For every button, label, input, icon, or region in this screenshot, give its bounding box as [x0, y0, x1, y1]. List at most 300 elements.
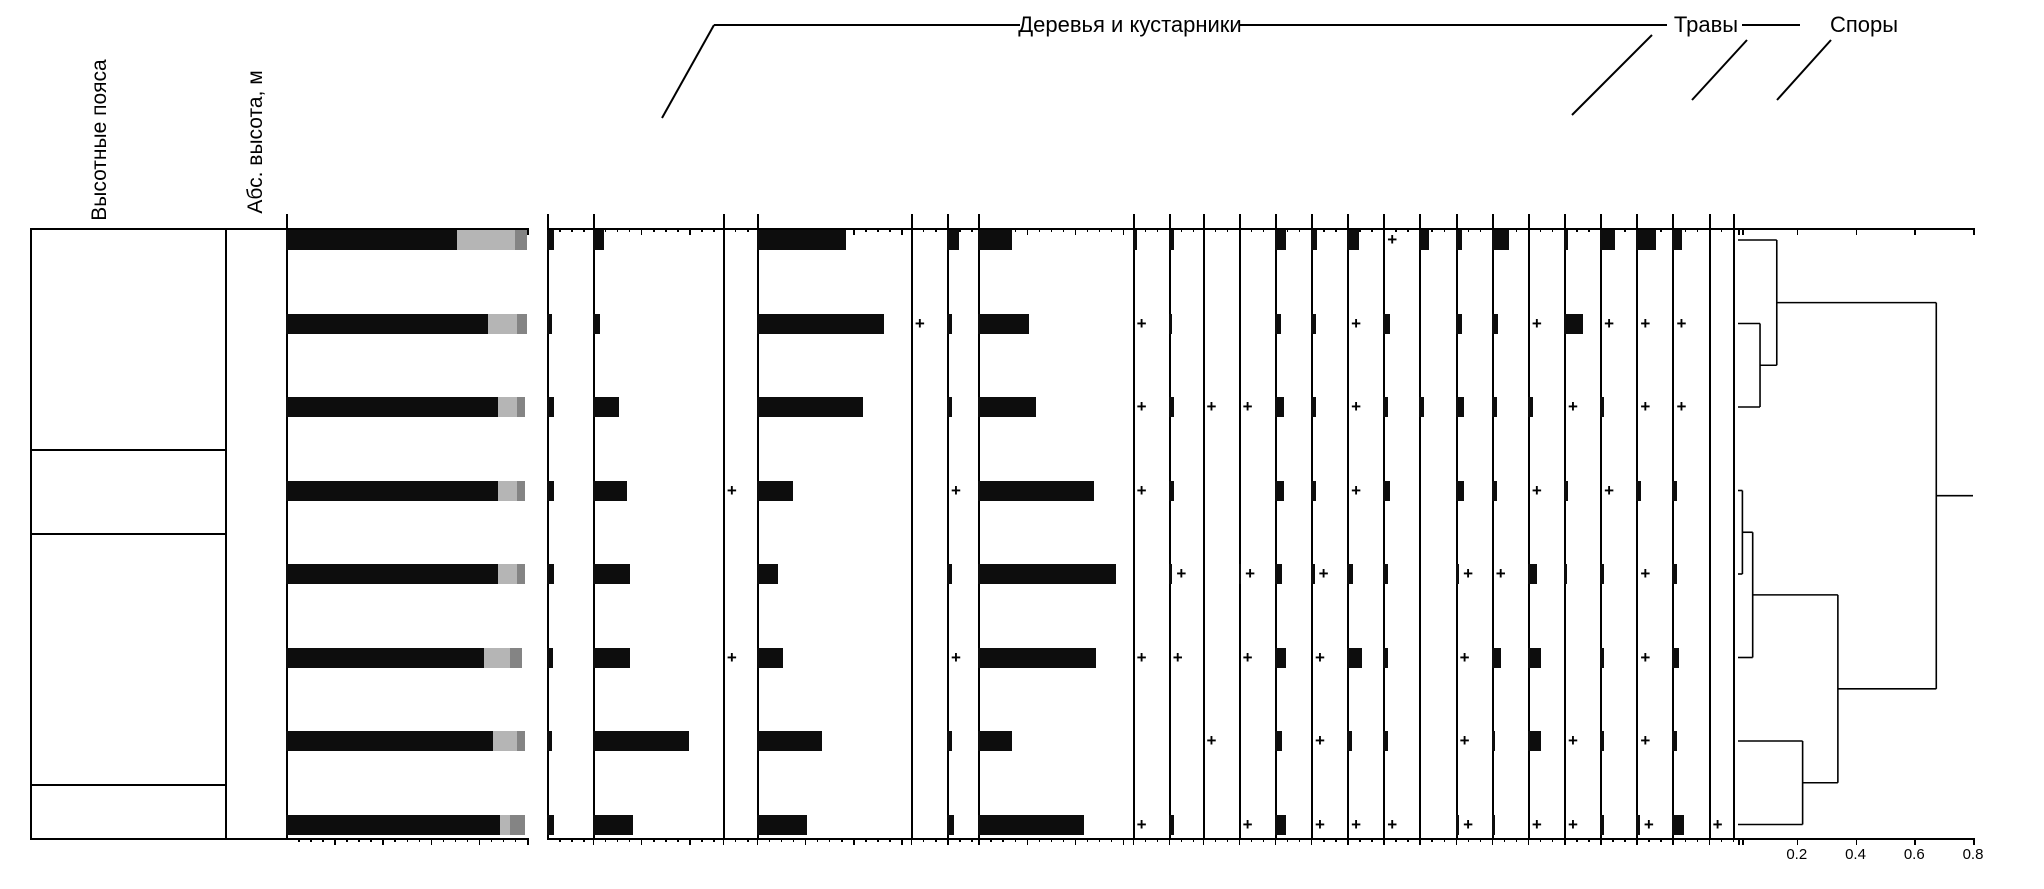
- taxon-bar: [978, 230, 1012, 250]
- taxon-bar: [1275, 230, 1286, 250]
- taxon-21-tick: [1648, 838, 1650, 842]
- taxon-6-tick: [1051, 838, 1053, 842]
- taxon-bar: [947, 564, 952, 584]
- taxon-10-top-ruler: [1239, 228, 1275, 230]
- taxon-15-axis: [1419, 214, 1421, 838]
- taxon-bar: [593, 815, 633, 835]
- summary-panel-tick: [503, 838, 505, 842]
- zone-label: [30, 533, 225, 784]
- taxon-bar: [593, 564, 630, 584]
- taxon-5-tick: [971, 228, 973, 232]
- rare-plus-mark: +: [1640, 564, 1651, 583]
- taxon-bar: [547, 731, 552, 751]
- summary-panel-tick: [298, 838, 300, 842]
- taxon-bar: [1600, 564, 1604, 584]
- rare-plus-mark: +: [1676, 313, 1687, 333]
- taxon-3-tick: [877, 838, 879, 842]
- taxon-bar: [757, 815, 808, 835]
- summary-panel-tick: [382, 838, 384, 845]
- taxon-bar: [1600, 230, 1614, 250]
- taxon-4-tick: [935, 838, 937, 842]
- taxon-14-tick: [1407, 228, 1409, 232]
- taxon-2-bottom-ruler: [723, 838, 757, 840]
- rare-plus-mark: +: [1387, 814, 1398, 834]
- taxon-bar: [1672, 731, 1677, 751]
- taxon-7-top-ruler: [1133, 228, 1169, 230]
- taxon-bar: [947, 230, 959, 250]
- summary-panel-tick: [394, 838, 396, 842]
- taxon-bar: [1347, 230, 1359, 250]
- taxon-14-tick: [1395, 838, 1397, 842]
- taxon-bar: [1492, 230, 1509, 250]
- rare-plus-mark: +: [1495, 564, 1506, 583]
- trees-group-header: Деревья и кустарники: [1018, 12, 1242, 37]
- taxon-bar: [593, 397, 620, 417]
- rare-plus-mark: +: [1136, 397, 1147, 416]
- taxon-bar: [1347, 731, 1352, 751]
- taxon-6-tick: [1111, 838, 1113, 842]
- taxon-bar: [1672, 481, 1676, 501]
- summary-panel-tick: [479, 838, 481, 845]
- rare-plus-mark: +: [726, 647, 737, 667]
- taxon-23-tick: [1721, 838, 1723, 842]
- rare-plus-mark: +: [1172, 647, 1183, 667]
- taxon-bar: [947, 731, 952, 751]
- summary-bar-segment-0: [286, 397, 498, 417]
- taxon-19-top-ruler: [1564, 228, 1600, 230]
- herbs-group-header: Травы: [1673, 12, 1739, 37]
- taxon-1-tick: [689, 838, 691, 845]
- taxon-6-tick: [1087, 228, 1089, 232]
- taxon-bar: [1383, 397, 1388, 417]
- taxon-bar: [1275, 731, 1282, 751]
- summary-panel-tick: [358, 838, 360, 842]
- taxon-1-tick: [641, 838, 643, 845]
- taxon-3-tick: [769, 838, 771, 842]
- summary-bar-segment-1: [488, 314, 517, 334]
- taxon-9-tick: [1215, 228, 1217, 232]
- taxon-3-tick: [781, 838, 783, 842]
- taxon-0-tick: [559, 838, 561, 842]
- rare-plus-mark: +: [914, 313, 925, 333]
- taxon-bar: [593, 648, 630, 668]
- taxon-6-tick: [1015, 228, 1017, 232]
- rare-plus-mark: +: [1206, 731, 1217, 750]
- taxon-bar: [593, 230, 604, 250]
- taxon-6-tick: [1099, 228, 1101, 232]
- summary-bar-segment-0: [286, 314, 488, 334]
- taxon-5-tick: [959, 838, 961, 842]
- taxon-0-tick: [583, 838, 585, 842]
- rare-plus-mark: +: [1136, 480, 1147, 500]
- taxon-12-axis: [1311, 214, 1313, 838]
- taxon-11-tick: [1299, 228, 1301, 232]
- taxon-0-tick: [571, 838, 573, 842]
- taxon-23-tick: [1733, 838, 1735, 842]
- spores-group-header: Споры: [1829, 12, 1899, 37]
- taxon-6-tick: [1075, 228, 1077, 235]
- taxon-21-tick: [1660, 228, 1662, 232]
- taxon-6-tick: [1075, 838, 1077, 845]
- taxon-bar: [1492, 648, 1502, 668]
- taxon-2-axis: [723, 214, 725, 838]
- taxon-bar: [1419, 397, 1424, 417]
- rare-plus-mark: +: [1568, 814, 1578, 834]
- summary-bar-segment-0: [286, 648, 484, 668]
- taxon-13-tick: [1359, 838, 1361, 842]
- taxon-15-tick: [1444, 228, 1446, 232]
- taxon-8-axis: [1169, 214, 1171, 838]
- taxon-bar: [1311, 230, 1317, 250]
- taxon-bar: [757, 481, 793, 501]
- summary-bar-segment-0: [286, 230, 457, 250]
- summary-panel-tick: [467, 838, 469, 842]
- summary-bar-segment-2: [517, 481, 524, 501]
- taxon-23-axis: [1709, 214, 1711, 838]
- taxon-10-tick: [1251, 228, 1253, 232]
- rare-plus-mark: +: [1640, 731, 1651, 750]
- rare-plus-mark: +: [1463, 814, 1474, 834]
- summary-bar-segment-2: [517, 564, 524, 584]
- taxon-22-tick: [1697, 228, 1699, 232]
- summary-panel-tick: [515, 838, 517, 842]
- taxon-bar: [1600, 731, 1604, 751]
- taxon-bar: [1528, 731, 1541, 751]
- taxon-6-tick: [1063, 228, 1065, 232]
- taxon-8-tick: [1181, 838, 1183, 842]
- taxon-5-bottom-ruler: [947, 838, 978, 840]
- taxon-1-tick: [689, 228, 691, 235]
- taxon-0-tick: [583, 228, 585, 232]
- rare-plus-mark: +: [951, 647, 961, 667]
- summary-bar-segment-1: [500, 815, 510, 835]
- summary-panel-end-tick: [527, 838, 529, 845]
- taxon-bar: [1564, 564, 1567, 584]
- coniss-axis-number: 0.8: [1962, 846, 1984, 863]
- rare-plus-mark: +: [1314, 731, 1325, 750]
- taxon-bar: [978, 397, 1036, 417]
- summary-panel-end-tick: [527, 228, 529, 235]
- taxon-6-tick: [990, 838, 992, 842]
- rare-plus-mark: +: [1318, 564, 1329, 583]
- taxon-3-tick: [889, 228, 891, 232]
- rare-plus-mark: +: [1242, 647, 1253, 667]
- taxon-2-tick: [747, 838, 749, 842]
- taxon-9-tick: [1227, 838, 1229, 842]
- taxon-2-tick: [735, 228, 737, 232]
- rare-plus-mark: +: [1568, 731, 1578, 750]
- taxon-4-tick: [923, 838, 925, 842]
- taxon-6-tick: [1027, 228, 1029, 235]
- altitude-belts-column-header: Высотные пояса: [88, 59, 111, 221]
- taxon-bar: [1169, 397, 1174, 417]
- rare-plus-mark: +: [1351, 814, 1362, 834]
- summary-bar-segment-2: [517, 397, 524, 417]
- rare-plus-mark: +: [1640, 313, 1651, 333]
- rare-plus-mark: +: [1643, 814, 1654, 834]
- taxon-9-tick: [1227, 228, 1229, 232]
- taxon-19-tick: [1588, 838, 1590, 842]
- rare-plus-mark: +: [1136, 647, 1147, 667]
- taxon-bar: [1528, 564, 1538, 584]
- taxon-bar: [757, 397, 863, 417]
- rare-plus-mark: +: [1351, 480, 1362, 500]
- summary-panel-tick: [419, 838, 421, 842]
- taxon-bar: [1347, 648, 1361, 668]
- taxon-17-tick: [1516, 838, 1518, 842]
- taxon-19-bottom-ruler: [1564, 838, 1600, 840]
- rare-plus-mark: +: [1531, 814, 1542, 834]
- taxon-bar: [1311, 314, 1316, 334]
- taxon-3-tick: [853, 228, 855, 235]
- taxon-1-bottom-ruler: [593, 838, 723, 840]
- taxon-6-tick: [1123, 228, 1125, 235]
- summary-panel-tick: [310, 838, 312, 842]
- taxon-11-tick: [1287, 228, 1289, 232]
- taxon-8-top-ruler: [1169, 228, 1203, 230]
- taxon-bar: [593, 481, 627, 501]
- zone-label: [30, 784, 225, 838]
- taxon-15-tick: [1444, 838, 1446, 842]
- taxon-6-tick: [1002, 838, 1004, 842]
- taxon-bar: [1275, 314, 1281, 334]
- taxon-bar: [593, 731, 689, 751]
- summary-bar-segment-1: [498, 397, 517, 417]
- taxon-bar: [1564, 230, 1568, 250]
- rare-plus-mark: +: [1242, 397, 1253, 416]
- taxon-6-tick: [1039, 838, 1041, 842]
- taxon-10-axis: [1239, 214, 1241, 838]
- taxon-bar: [1383, 731, 1387, 751]
- taxon-bar: [1456, 397, 1464, 417]
- taxon-10-tick: [1263, 838, 1265, 842]
- coniss-dendrogram: [1738, 228, 2044, 868]
- rare-plus-mark: +: [1604, 313, 1615, 333]
- taxon-3-tick: [829, 838, 831, 842]
- taxon-bar: [1456, 481, 1464, 501]
- summary-bar-segment-1: [498, 564, 517, 584]
- taxon-1-tick: [605, 228, 607, 232]
- taxon-bar: [1311, 397, 1316, 417]
- taxon-3-tick: [901, 838, 903, 845]
- rare-plus-mark: +: [1459, 731, 1470, 750]
- taxon-3-tick: [877, 228, 879, 232]
- taxon-19-tick: [1576, 838, 1578, 842]
- taxon-5-tick: [959, 228, 961, 232]
- taxon-1-tick: [617, 838, 619, 842]
- taxon-7-axis: [1133, 214, 1135, 838]
- taxon-18-top-ruler: [1528, 228, 1564, 230]
- taxon-16-axis: [1456, 214, 1458, 838]
- taxon-16-tick: [1468, 228, 1470, 232]
- taxon-4-bottom-ruler: [911, 838, 947, 840]
- taxon-bar: [1672, 564, 1676, 584]
- taxon-0-tick: [571, 228, 573, 232]
- taxon-9-top-ruler: [1203, 228, 1239, 230]
- zone-label: [30, 449, 225, 533]
- taxon-18-tick: [1552, 838, 1554, 842]
- taxon-3-tick: [889, 838, 891, 842]
- taxon-9-tick: [1215, 838, 1217, 842]
- taxon-3-tick: [805, 838, 807, 845]
- taxon-15-tick: [1431, 838, 1433, 842]
- taxon-1-tick: [713, 838, 715, 842]
- taxon-bar: [593, 314, 600, 334]
- rare-plus-mark: +: [1314, 647, 1325, 667]
- taxon-18-tick: [1540, 838, 1542, 842]
- taxon-8-bottom-ruler: [1169, 838, 1203, 840]
- summary-bar-segment-1: [457, 230, 515, 250]
- taxon-1-tick: [701, 228, 703, 232]
- taxon-12-tick: [1323, 838, 1325, 842]
- rare-plus-mark: +: [1712, 814, 1723, 834]
- taxon-bar: [978, 648, 1096, 668]
- rare-plus-mark: +: [1676, 397, 1687, 416]
- taxon-bar: [947, 314, 952, 334]
- summary-bar-segment-2: [517, 731, 524, 751]
- taxon-bar: [757, 564, 779, 584]
- taxon-bar: [1600, 815, 1603, 835]
- summary-panel-tick: [443, 838, 445, 842]
- rare-plus-mark: +: [1531, 313, 1542, 333]
- taxon-bar: [978, 314, 1029, 334]
- zone-table-right-border: [225, 228, 227, 838]
- taxon-bar: [1672, 230, 1682, 250]
- taxon-14-tick: [1407, 838, 1409, 842]
- taxon-bar: [1169, 230, 1174, 250]
- taxon-17-tick: [1516, 228, 1518, 232]
- taxon-1-tick: [677, 228, 679, 232]
- taxon-4-tick: [935, 228, 937, 232]
- summary-bar-segment-2: [515, 230, 527, 250]
- taxon-3-tick: [817, 838, 819, 842]
- taxon-bar: [757, 230, 846, 250]
- taxon-bar: [1672, 815, 1684, 835]
- taxon-6-tick: [1063, 838, 1065, 842]
- taxon-bar: [1275, 397, 1285, 417]
- taxon-21-axis: [1636, 214, 1638, 838]
- taxon-bar: [1239, 564, 1241, 584]
- taxon-17-bottom-ruler: [1492, 838, 1528, 840]
- rare-plus-mark: +: [1136, 313, 1147, 333]
- summary-panel-tick: [431, 838, 433, 845]
- taxon-bar: [1564, 314, 1583, 334]
- summary-bar-segment-0: [286, 481, 498, 501]
- taxon-bar: [547, 397, 554, 417]
- taxon-22-tick: [1697, 838, 1699, 842]
- taxon-bar: [1528, 648, 1541, 668]
- rare-plus-mark: +: [1568, 397, 1578, 416]
- taxon-19-tick: [1576, 228, 1578, 232]
- taxon-bar: [1492, 481, 1497, 501]
- taxon-bar: [978, 481, 1094, 501]
- summary-bar-segment-0: [286, 731, 493, 751]
- taxon-8-tick: [1193, 228, 1195, 232]
- taxon-bar: [1275, 481, 1285, 501]
- taxon-9-bottom-ruler: [1203, 838, 1239, 840]
- taxon-bar: [1636, 815, 1640, 835]
- rare-plus-mark: +: [1604, 480, 1615, 500]
- taxon-4-top-ruler: [911, 228, 947, 230]
- taxon-19-axis: [1564, 214, 1566, 838]
- taxon-bar: [547, 648, 553, 668]
- taxon-10-bottom-ruler: [1239, 838, 1275, 840]
- taxon-7-tick: [1145, 228, 1147, 232]
- taxon-bar: [547, 230, 554, 250]
- taxon-7-tick: [1157, 838, 1159, 842]
- taxon-3-tick: [865, 838, 867, 842]
- taxon-bar: [947, 815, 954, 835]
- taxon-bar: [1347, 564, 1353, 584]
- rare-plus-mark: +: [1245, 564, 1256, 583]
- taxon-13-tick: [1371, 838, 1373, 842]
- rare-plus-mark: +: [1136, 814, 1147, 834]
- taxon-18-tick: [1540, 228, 1542, 232]
- taxon-bar: [1492, 314, 1498, 334]
- coniss-axis-number: 0.6: [1903, 846, 1925, 863]
- taxon-bar: [1311, 564, 1315, 584]
- taxon-3-tick: [853, 838, 855, 845]
- absolute-altitude-column-header: Абс. высота, м: [244, 70, 267, 214]
- summary-panel-tick: [455, 838, 457, 842]
- taxon-bar: [1456, 314, 1463, 334]
- taxon-bar: [1492, 397, 1498, 417]
- summary-panel-tick: [334, 838, 336, 845]
- taxon-bar: [1492, 815, 1496, 835]
- taxon-20-tick: [1612, 838, 1614, 842]
- rare-plus-mark: +: [1314, 814, 1325, 834]
- taxon-4-tick: [923, 228, 925, 232]
- taxon-bar: [1636, 230, 1655, 250]
- taxon-6-tick: [1039, 228, 1041, 232]
- summary-bar-segment-1: [498, 481, 517, 501]
- taxon-bar: [757, 731, 822, 751]
- taxon-bar: [978, 564, 1115, 584]
- taxon-bar: [1275, 648, 1286, 668]
- rare-plus-mark: +: [951, 480, 961, 500]
- taxon-16-tick: [1468, 838, 1470, 842]
- taxon-bar: [1169, 314, 1173, 334]
- taxon-20-tick: [1624, 228, 1626, 232]
- taxon-6-tick: [1015, 838, 1017, 842]
- rare-plus-mark: +: [1463, 564, 1474, 583]
- taxon-bar: [1383, 564, 1388, 584]
- summary-bar-segment-1: [484, 648, 511, 668]
- taxon-3-tick: [865, 228, 867, 232]
- taxon-bar: [1456, 230, 1463, 250]
- taxon-9-axis: [1203, 214, 1205, 838]
- taxon-bar: [547, 564, 554, 584]
- taxon-bar: [1600, 648, 1604, 668]
- taxon-11-bottom-ruler: [1275, 838, 1311, 840]
- taxon-2-top-ruler: [723, 228, 757, 230]
- taxon-21-bottom-ruler: [1636, 838, 1672, 840]
- taxon-bar: [1492, 731, 1496, 751]
- rare-plus-mark: +: [1242, 814, 1253, 834]
- taxon-0-bottom-ruler: [547, 838, 593, 840]
- taxon-bar: [978, 815, 1084, 835]
- rare-plus-mark: +: [726, 480, 737, 500]
- taxon-1-tick: [713, 228, 715, 232]
- taxon-10-tick: [1263, 228, 1265, 232]
- taxon-17-tick: [1504, 838, 1506, 842]
- coniss-axis-number: 0.2: [1786, 846, 1808, 863]
- taxon-1-tick: [677, 838, 679, 842]
- taxon-bar: [1383, 648, 1388, 668]
- rare-plus-mark: +: [1206, 397, 1217, 416]
- taxon-13-bottom-ruler: [1347, 838, 1383, 840]
- coniss-axis-number: 0.4: [1845, 846, 1866, 863]
